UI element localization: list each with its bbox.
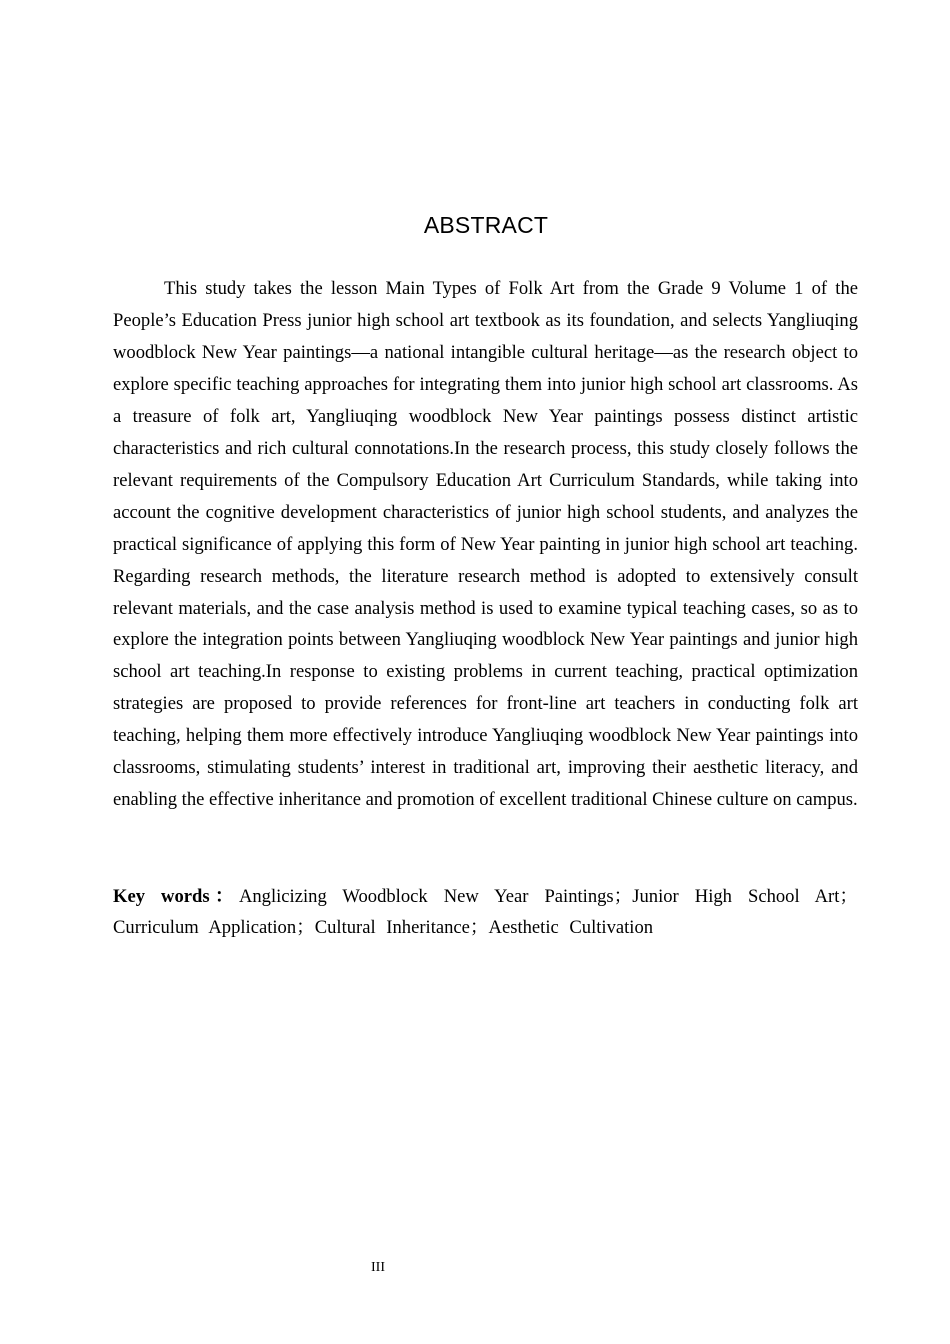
page-number: III [371,1260,385,1275]
abstract-body: This study takes the lesson Main Types of Folk Art from the Grade 9 Volume 1 of the People’s Education Press junior high school art textbook as its foundation, and selects Yangliuqing woodblock New Year paintings—a national intangible cultural heritage—as the research object to explore specific teaching approaches for integrating them into junior high school art classrooms. As a treasure of folk art, Yangliuqing woodblock New Year paintings possess distinct artistic characteristics and rich cultural connotations.In the research process, this study closely follows the relevant requirements of the Compulsory Education Art Curriculum Standards, while taking into account the cognitive development characteristics of junior high school students, and analyzes the practical significance of applying this form of New Year painting in junior high school art teaching. Regarding research methods, the literature research method is adopted to extensively consult relevant materials, and the case analysis method is used to examine typical teaching cases, so as to explore the integration points between Yangliuqing woodblock New Year paintings and junior high school art teaching.In response to existing problems in current teaching, practical optimization strategies are proposed to provide references for front-line art teachers in conducting folk art teaching, helping them more effectively introduce Yangliuqing woodblock New Year paintings into classrooms, stimulating students’ interest in traditional art, improving their aesthetic literacy, and enabling the effective inheritance and promotion of excellent traditional Chinese culture on campus. [113,278,858,811]
abstract-title: ABSTRACT [423,212,549,238]
keywords-paragraph [113,881,858,943]
keywords-label: Key words： [113,886,239,907]
keywords-list: Anglicizing Woodblock New Year Paintings；Junior High School Art；Curriculum Application；Cultural Inheritance；Aesthetic Cultivation [113,886,859,938]
